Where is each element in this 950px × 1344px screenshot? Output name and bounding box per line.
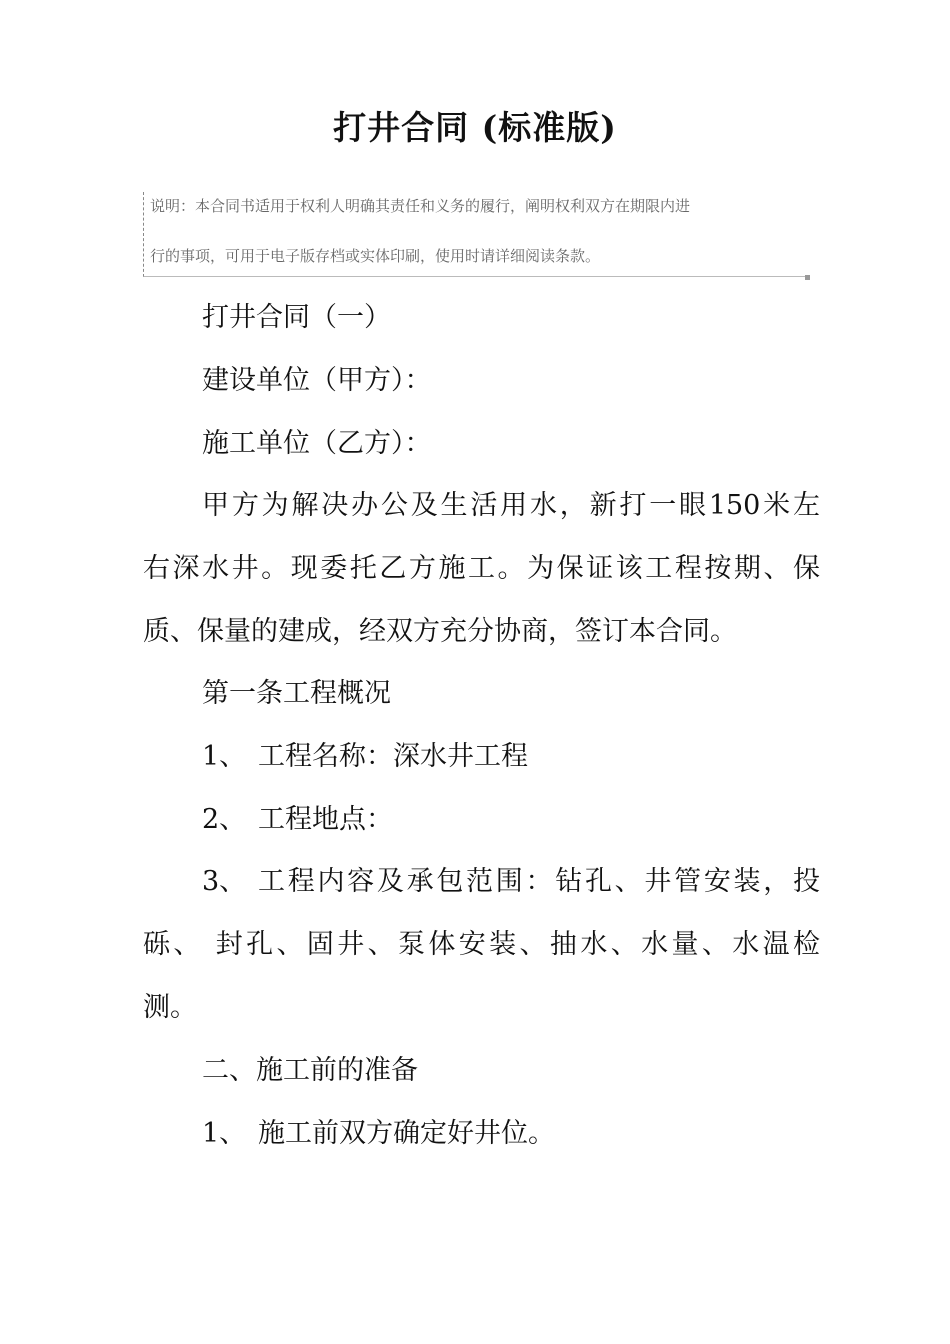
item-2-number: 2、 bbox=[202, 804, 247, 835]
note-line-1: 说明：本合同书适用于权利人明确其责任和义务的履行，阐明权利双方在期限内进 bbox=[150, 197, 691, 215]
party-b-line: 施工单位（乙方）： bbox=[202, 428, 432, 459]
note-line-2: 行的事项，可用于电子版存档或实体印刷，使用时请详细阅读条款。 bbox=[150, 247, 601, 265]
intro-line-3: 质、保量的建成，经双方充分协商，签订本合同。 bbox=[143, 616, 737, 647]
prep-item-1-text: 施工前双方确定好井位。 bbox=[258, 1118, 555, 1149]
prep-item-1-number: 1、 bbox=[202, 1118, 247, 1149]
item-2 bbox=[202, 804, 393, 836]
explanation-note bbox=[143, 192, 806, 277]
intro-line-2: 右深水井。现委托乙方施工。为保证该工程按期、保 bbox=[143, 553, 820, 584]
section-1-heading: 第一条工程概况 bbox=[202, 678, 391, 709]
item-2-text: 工程地点： bbox=[258, 804, 393, 835]
item-3-continuation: 砾、 封孔、固井、泵体安装、抽水、水量、水温检 bbox=[143, 929, 820, 960]
item-3-end: 测。 bbox=[143, 992, 197, 1023]
note-corner-marker bbox=[805, 275, 810, 280]
item-1-text: 工程名称：深水井工程 bbox=[258, 741, 528, 772]
document-title: 打井合同 (标准版) bbox=[333, 108, 617, 147]
item-3-number: 3、 bbox=[202, 866, 247, 897]
contract-heading: 打井合同（一） bbox=[202, 302, 391, 333]
item-1-number: 1、 bbox=[202, 741, 247, 772]
intro-line-1: 甲方为解决办公及生活用水，新打一眼150米左 bbox=[202, 490, 820, 521]
item-3 bbox=[202, 866, 820, 898]
item-3-text: 工程内容及承包范围：钻孔、井管安装，投 bbox=[258, 866, 820, 897]
item-1 bbox=[202, 741, 528, 773]
prep-item-1 bbox=[202, 1118, 555, 1150]
party-a-line: 建设单位（甲方）： bbox=[202, 365, 432, 396]
section-2-heading: 二、施工前的准备 bbox=[202, 1055, 418, 1086]
